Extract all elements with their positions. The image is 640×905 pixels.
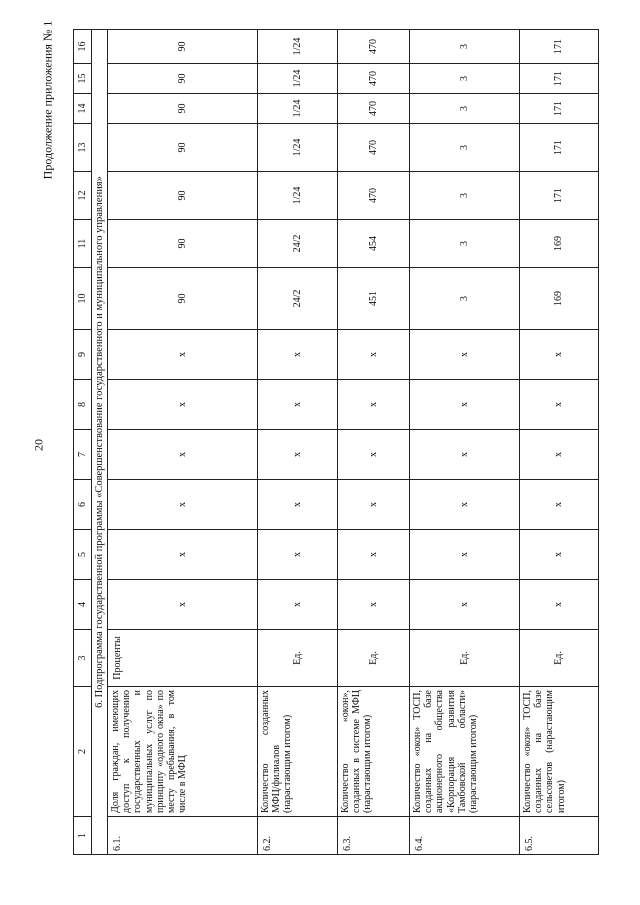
value-cell: x xyxy=(108,380,258,430)
value-cell: 3 xyxy=(410,94,520,124)
value-cell: 470 xyxy=(338,64,410,94)
column-number: 10 xyxy=(74,268,92,330)
row-number: 6.4. xyxy=(410,817,520,855)
row-number: 6.5. xyxy=(520,817,599,855)
value-cell: x xyxy=(258,480,338,530)
section-row xyxy=(92,30,108,855)
value-cell: 3 xyxy=(410,268,520,330)
value-cell: 3 xyxy=(410,124,520,172)
column-number: 14 xyxy=(74,94,92,124)
value-cell: x xyxy=(338,580,410,630)
appendix-continuation-note: Продолжение приложения № 1 xyxy=(40,20,55,180)
value-cell: 3 xyxy=(410,64,520,94)
value-cell: 90 xyxy=(108,124,258,172)
value-cell: x xyxy=(410,430,520,480)
indicator-name: Количество «окон», созданных в системе МФЦ (нарастающим итогом) xyxy=(338,687,410,817)
value-cell: 90 xyxy=(108,268,258,330)
unit-cell: Проценты xyxy=(108,630,258,687)
value-cell: 90 xyxy=(108,172,258,220)
value-cell: x xyxy=(108,530,258,580)
value-cell: 171 xyxy=(520,94,599,124)
value-cell: 169 xyxy=(520,268,599,330)
row-number: 6.1. xyxy=(108,817,258,855)
column-number-row xyxy=(74,30,92,855)
value-cell: 24/2 xyxy=(258,268,338,330)
column-number: 5 xyxy=(74,530,92,580)
value-cell: x xyxy=(108,430,258,480)
value-cell: 3 xyxy=(410,220,520,268)
value-cell: 1/24 xyxy=(258,124,338,172)
indicator-name: Доля граждан, имеющих доступ к получению государственных и муниципальных услуг по принципу «одного окна» по месту пребывания, в том числе в МФЦ xyxy=(108,687,258,817)
column-number: 7 xyxy=(74,430,92,480)
value-cell: x xyxy=(520,430,599,480)
table-row xyxy=(108,30,258,855)
value-cell: 171 xyxy=(520,124,599,172)
value-cell: x xyxy=(338,530,410,580)
column-number: 4 xyxy=(74,580,92,630)
value-cell: x xyxy=(520,580,599,630)
value-cell: 1/24 xyxy=(258,94,338,124)
value-cell: 90 xyxy=(108,30,258,64)
value-cell: x xyxy=(108,580,258,630)
unit-cell: Ед. xyxy=(410,630,520,687)
value-cell: x xyxy=(108,480,258,530)
column-number: 1 xyxy=(74,817,92,855)
value-cell: x xyxy=(520,530,599,580)
value-cell: 470 xyxy=(338,94,410,124)
value-cell: x xyxy=(338,380,410,430)
value-cell: x xyxy=(410,380,520,430)
value-cell: 451 xyxy=(338,268,410,330)
value-cell: x xyxy=(258,430,338,480)
unit-cell: Ед. xyxy=(258,630,338,687)
value-cell: 24/2 xyxy=(258,220,338,268)
value-cell: x xyxy=(338,330,410,380)
section-title: 6. Подпрограмма государственной программы «Совершенствование государственного и муниципального управления» xyxy=(92,30,108,855)
column-number: 16 xyxy=(74,30,92,64)
value-cell: 1/24 xyxy=(258,64,338,94)
indicators-table xyxy=(73,29,599,855)
value-cell: x xyxy=(258,580,338,630)
page-number: 20 xyxy=(31,439,46,451)
value-cell: x xyxy=(410,330,520,380)
value-cell: 171 xyxy=(520,30,599,64)
column-number: 8 xyxy=(74,380,92,430)
column-number: 6 xyxy=(74,480,92,530)
value-cell: 1/24 xyxy=(258,30,338,64)
indicator-name: Количество «окон» ТОСП, созданных на базе акционерного общества «Корпорация развития Тамбовской области» (нарастающим итогом) xyxy=(410,687,520,817)
value-cell: 171 xyxy=(520,172,599,220)
table-row xyxy=(410,30,520,855)
column-number: 3 xyxy=(74,630,92,687)
column-number: 13 xyxy=(74,124,92,172)
value-cell: x xyxy=(338,480,410,530)
value-cell: 3 xyxy=(410,30,520,64)
value-cell: 3 xyxy=(410,172,520,220)
rotated-table-area xyxy=(73,30,598,855)
column-number: 12 xyxy=(74,172,92,220)
value-cell: 169 xyxy=(520,220,599,268)
value-cell: 470 xyxy=(338,172,410,220)
column-number: 9 xyxy=(74,330,92,380)
table-row xyxy=(338,30,410,855)
value-cell: x xyxy=(410,530,520,580)
value-cell: x xyxy=(258,330,338,380)
value-cell: x xyxy=(338,430,410,480)
value-cell: 90 xyxy=(108,220,258,268)
value-cell: x xyxy=(410,480,520,530)
row-number: 6.2. xyxy=(258,817,338,855)
indicator-name: Количество «окон» ТОСП, созданных на базе сельсоветов (нарастающим итогом) xyxy=(520,687,599,817)
column-number: 11 xyxy=(74,220,92,268)
indicator-name: Количество созданных МФЦ/филиалов (нарастающим итогом) xyxy=(258,687,338,817)
value-cell: x xyxy=(520,380,599,430)
table-row xyxy=(258,30,338,855)
value-cell: 470 xyxy=(338,30,410,64)
value-cell: x xyxy=(258,530,338,580)
value-cell: 90 xyxy=(108,64,258,94)
value-cell: x xyxy=(520,330,599,380)
value-cell: 1/24 xyxy=(258,172,338,220)
value-cell: 171 xyxy=(520,64,599,94)
value-cell: x xyxy=(410,580,520,630)
table-container xyxy=(73,30,598,855)
column-number: 15 xyxy=(74,64,92,94)
value-cell: x xyxy=(520,480,599,530)
unit-cell: Ед. xyxy=(338,630,410,687)
value-cell: x xyxy=(258,380,338,430)
table-row xyxy=(520,30,599,855)
column-number: 2 xyxy=(74,687,92,817)
value-cell: 470 xyxy=(338,124,410,172)
value-cell: x xyxy=(108,330,258,380)
value-cell: 454 xyxy=(338,220,410,268)
row-number: 6.3. xyxy=(338,817,410,855)
unit-cell: Ед. xyxy=(520,630,599,687)
value-cell: 90 xyxy=(108,94,258,124)
